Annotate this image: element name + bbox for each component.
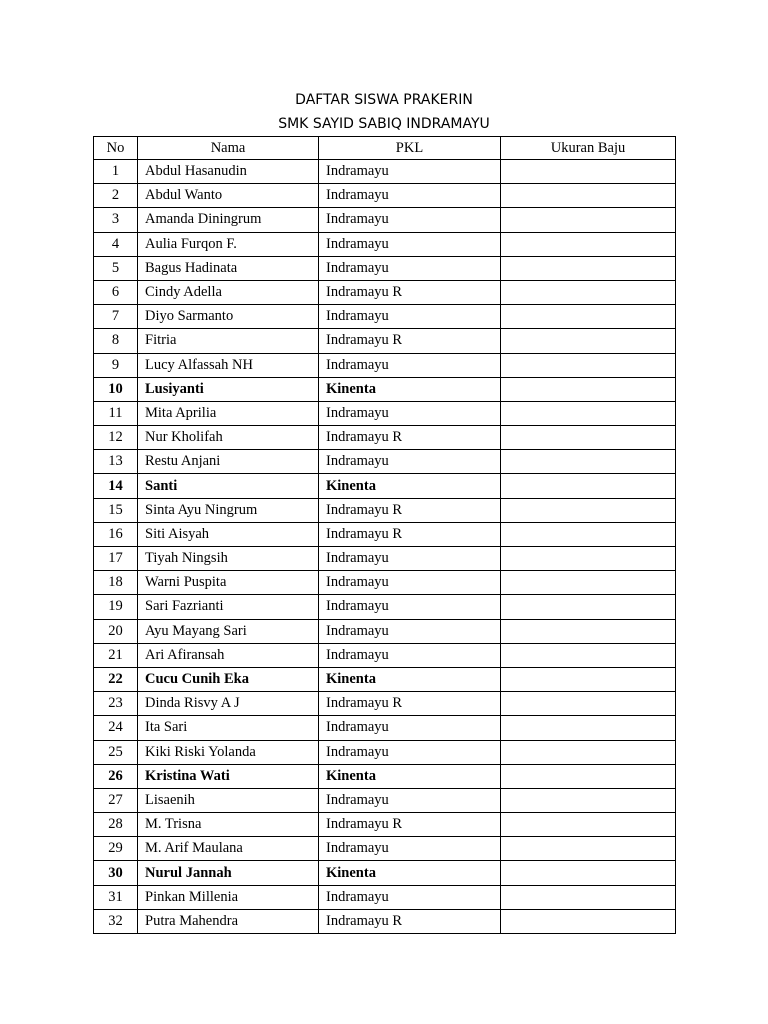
table-row <box>94 595 676 619</box>
table-row <box>94 764 676 788</box>
cell-ukuran-baju <box>501 184 676 208</box>
table-row <box>94 329 676 353</box>
cell-nama: Cindy Adella <box>138 280 319 304</box>
cell-nama: Bagus Hadinata <box>138 256 319 280</box>
table-row <box>94 522 676 546</box>
cell-ukuran-baju <box>501 305 676 329</box>
table-row <box>94 280 676 304</box>
cell-ukuran-baju <box>501 740 676 764</box>
cell-pkl: Kinenta <box>319 764 501 788</box>
cell-ukuran-baju <box>501 522 676 546</box>
table-row <box>94 788 676 812</box>
cell-nama: Putra Mahendra <box>138 909 319 933</box>
cell-pkl: Indramayu <box>319 716 501 740</box>
cell-nama: Lusiyanti <box>138 377 319 401</box>
student-table <box>93 136 676 934</box>
cell-no: 24 <box>94 716 138 740</box>
cell-pkl: Indramayu <box>319 788 501 812</box>
cell-nama: Amanda Diningrum <box>138 208 319 232</box>
table-row <box>94 837 676 861</box>
cell-nama: Tiyah Ningsih <box>138 547 319 571</box>
cell-nama: M. Trisna <box>138 813 319 837</box>
table-row <box>94 232 676 256</box>
cell-pkl: Indramayu <box>319 619 501 643</box>
table-row <box>94 692 676 716</box>
cell-nama: Ita Sari <box>138 716 319 740</box>
cell-nama: Abdul Wanto <box>138 184 319 208</box>
cell-ukuran-baju <box>501 595 676 619</box>
cell-no: 30 <box>94 861 138 885</box>
header-nama: Nama <box>138 137 319 160</box>
table-row <box>94 401 676 425</box>
cell-no: 7 <box>94 305 138 329</box>
cell-ukuran-baju <box>501 692 676 716</box>
cell-ukuran-baju <box>501 280 676 304</box>
table-row <box>94 861 676 885</box>
cell-no: 12 <box>94 426 138 450</box>
document-title <box>0 88 768 136</box>
cell-no: 15 <box>94 498 138 522</box>
cell-nama: Siti Aisyah <box>138 522 319 546</box>
cell-ukuran-baju <box>501 377 676 401</box>
table-row <box>94 885 676 909</box>
cell-nama: Warni Puspita <box>138 571 319 595</box>
cell-no: 5 <box>94 256 138 280</box>
cell-pkl: Kinenta <box>319 474 501 498</box>
cell-nama: Sinta Ayu Ningrum <box>138 498 319 522</box>
cell-no: 13 <box>94 450 138 474</box>
table-row <box>94 184 676 208</box>
cell-nama: Lucy Alfassah NH <box>138 353 319 377</box>
cell-ukuran-baju <box>501 667 676 691</box>
table-row <box>94 353 676 377</box>
cell-nama: Kristina Wati <box>138 764 319 788</box>
cell-no: 16 <box>94 522 138 546</box>
cell-ukuran-baju <box>501 547 676 571</box>
cell-pkl: Indramayu <box>319 571 501 595</box>
cell-pkl: Indramayu <box>319 232 501 256</box>
cell-nama: Santi <box>138 474 319 498</box>
cell-ukuran-baju <box>501 788 676 812</box>
cell-ukuran-baju <box>501 232 676 256</box>
table-row <box>94 547 676 571</box>
cell-ukuran-baju <box>501 329 676 353</box>
cell-nama: Ayu Mayang Sari <box>138 619 319 643</box>
cell-ukuran-baju <box>501 885 676 909</box>
header-ukuran-baju: Ukuran Baju <box>501 137 676 160</box>
cell-pkl: Indramayu <box>319 885 501 909</box>
cell-pkl: Indramayu <box>319 595 501 619</box>
table-row <box>94 377 676 401</box>
cell-ukuran-baju <box>501 813 676 837</box>
cell-ukuran-baju <box>501 571 676 595</box>
table-row <box>94 619 676 643</box>
cell-no: 6 <box>94 280 138 304</box>
cell-nama: Restu Anjani <box>138 450 319 474</box>
cell-pkl: Indramayu <box>319 401 501 425</box>
cell-pkl: Indramayu <box>319 184 501 208</box>
cell-ukuran-baju <box>501 160 676 184</box>
cell-nama: Dinda Risvy A J <box>138 692 319 716</box>
cell-ukuran-baju <box>501 474 676 498</box>
cell-no: 17 <box>94 547 138 571</box>
cell-nama: M. Arif Maulana <box>138 837 319 861</box>
cell-ukuran-baju <box>501 861 676 885</box>
cell-no: 9 <box>94 353 138 377</box>
table-row <box>94 571 676 595</box>
cell-ukuran-baju <box>501 208 676 232</box>
cell-pkl: Indramayu R <box>319 522 501 546</box>
cell-no: 18 <box>94 571 138 595</box>
cell-pkl: Indramayu <box>319 208 501 232</box>
cell-nama: Diyo Sarmanto <box>138 305 319 329</box>
cell-no: 23 <box>94 692 138 716</box>
cell-pkl: Indramayu R <box>319 329 501 353</box>
cell-pkl: Indramayu <box>319 547 501 571</box>
table-header-row <box>94 137 676 160</box>
cell-nama: Abdul Hasanudin <box>138 160 319 184</box>
table-row <box>94 716 676 740</box>
cell-nama: Ari Afiransah <box>138 643 319 667</box>
cell-nama: Nurul Jannah <box>138 861 319 885</box>
cell-no: 28 <box>94 813 138 837</box>
cell-no: 1 <box>94 160 138 184</box>
table-row <box>94 909 676 933</box>
cell-no: 26 <box>94 764 138 788</box>
cell-ukuran-baju <box>501 498 676 522</box>
cell-ukuran-baju <box>501 619 676 643</box>
table-row <box>94 740 676 764</box>
cell-nama: Nur Kholifah <box>138 426 319 450</box>
cell-nama: Aulia Furqon F. <box>138 232 319 256</box>
cell-pkl: Kinenta <box>319 667 501 691</box>
cell-pkl: Indramayu R <box>319 280 501 304</box>
table-row <box>94 450 676 474</box>
table-row <box>94 498 676 522</box>
cell-no: 31 <box>94 885 138 909</box>
cell-nama: Sari Fazrianti <box>138 595 319 619</box>
cell-no: 25 <box>94 740 138 764</box>
cell-no: 27 <box>94 788 138 812</box>
cell-no: 22 <box>94 667 138 691</box>
cell-pkl: Indramayu <box>319 643 501 667</box>
cell-ukuran-baju <box>501 401 676 425</box>
cell-pkl: Indramayu <box>319 305 501 329</box>
table-row <box>94 208 676 232</box>
cell-ukuran-baju <box>501 426 676 450</box>
cell-no: 2 <box>94 184 138 208</box>
cell-pkl: Indramayu R <box>319 813 501 837</box>
cell-pkl: Indramayu R <box>319 498 501 522</box>
title-line-1: DAFTAR SISWA PRAKERIN <box>295 92 473 108</box>
cell-no: 32 <box>94 909 138 933</box>
table-row <box>94 474 676 498</box>
cell-nama: Kiki Riski Yolanda <box>138 740 319 764</box>
header-pkl: PKL <box>319 137 501 160</box>
table-row <box>94 256 676 280</box>
table-row <box>94 643 676 667</box>
cell-ukuran-baju <box>501 909 676 933</box>
table-row <box>94 305 676 329</box>
cell-nama: Mita Aprilia <box>138 401 319 425</box>
cell-no: 8 <box>94 329 138 353</box>
cell-pkl: Indramayu <box>319 837 501 861</box>
cell-ukuran-baju <box>501 716 676 740</box>
cell-pkl: Indramayu R <box>319 426 501 450</box>
cell-pkl: Indramayu <box>319 450 501 474</box>
cell-nama: Pinkan Millenia <box>138 885 319 909</box>
cell-nama: Fitria <box>138 329 319 353</box>
cell-nama: Cucu Cunih Eka <box>138 667 319 691</box>
cell-pkl: Kinenta <box>319 377 501 401</box>
cell-ukuran-baju <box>501 837 676 861</box>
cell-nama: Lisaenih <box>138 788 319 812</box>
cell-ukuran-baju <box>501 643 676 667</box>
cell-pkl: Indramayu R <box>319 692 501 716</box>
cell-pkl: Indramayu <box>319 353 501 377</box>
cell-pkl: Indramayu R <box>319 909 501 933</box>
cell-pkl: Indramayu <box>319 740 501 764</box>
cell-no: 20 <box>94 619 138 643</box>
cell-ukuran-baju <box>501 256 676 280</box>
cell-no: 21 <box>94 643 138 667</box>
cell-no: 11 <box>94 401 138 425</box>
cell-pkl: Indramayu <box>319 160 501 184</box>
cell-no: 10 <box>94 377 138 401</box>
cell-ukuran-baju <box>501 450 676 474</box>
header-no: No <box>94 137 138 160</box>
table-row <box>94 160 676 184</box>
cell-pkl: Kinenta <box>319 861 501 885</box>
table-row <box>94 426 676 450</box>
cell-ukuran-baju <box>501 353 676 377</box>
cell-no: 19 <box>94 595 138 619</box>
cell-no: 29 <box>94 837 138 861</box>
title-line-2: SMK SAYID SABIQ INDRAMAYU <box>278 116 490 132</box>
cell-no: 14 <box>94 474 138 498</box>
cell-pkl: Indramayu <box>319 256 501 280</box>
cell-no: 3 <box>94 208 138 232</box>
table-body <box>94 160 676 934</box>
cell-ukuran-baju <box>501 764 676 788</box>
cell-no: 4 <box>94 232 138 256</box>
table-row <box>94 667 676 691</box>
table-row <box>94 813 676 837</box>
